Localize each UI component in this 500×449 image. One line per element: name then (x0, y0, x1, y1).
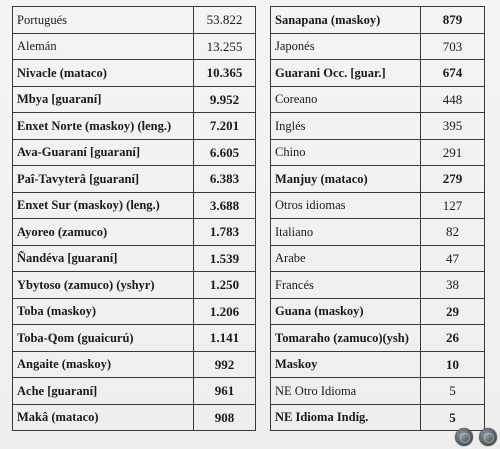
left-language-name: Enxet Norte (maskoy) (leng.) (13, 113, 194, 140)
right-language-name: Francés (271, 272, 421, 299)
table-row (13, 166, 256, 193)
left-speaker-count: 3.688 (194, 192, 256, 219)
table-row (271, 219, 485, 246)
left-speaker-count: 7.201 (194, 113, 256, 140)
right-speaker-count: 879 (421, 7, 485, 34)
table-row (13, 192, 256, 219)
left-language-name: Ache [guaraní] (13, 378, 194, 405)
right-language-name: Tomaraho (zamuco)(ysh) (271, 325, 421, 352)
left-speaker-count: 908 (194, 404, 256, 431)
table-row (13, 378, 256, 405)
table-row (271, 351, 485, 378)
right-language-name: Sanapana (maskoy) (271, 7, 421, 34)
table-row (271, 378, 485, 405)
right-language-name: NE Idioma Indíg. (271, 404, 421, 431)
left-speaker-count: 6.383 (194, 166, 256, 193)
left-language-name: Toba-Qom (guaicurú) (13, 325, 194, 352)
left-speaker-count: 1.250 (194, 272, 256, 299)
right-language-name: Chino (271, 139, 421, 166)
right-speaker-count: 29 (421, 298, 485, 325)
right-speaker-count: 127 (421, 192, 485, 219)
table-row (271, 33, 485, 60)
table-row (13, 219, 256, 246)
left-speaker-count: 1.141 (194, 325, 256, 352)
left-language-name: Angaite (maskoy) (13, 351, 194, 378)
left-speaker-count: 10.365 (194, 60, 256, 87)
table-row (271, 298, 485, 325)
right-language-name: Arabe (271, 245, 421, 272)
left-speaker-count: 9.952 (194, 86, 256, 113)
table-row (13, 245, 256, 272)
table-row (271, 272, 485, 299)
right-speaker-count: 291 (421, 139, 485, 166)
right-speaker-count: 5 (421, 404, 485, 431)
left-speaker-count: 13.255 (194, 33, 256, 60)
coin-icon (455, 428, 473, 446)
left-speaker-count: 53.822 (194, 7, 256, 34)
table-row (271, 7, 485, 34)
right-speaker-count: 10 (421, 351, 485, 378)
table-row (271, 86, 485, 113)
left-language-name: Paî-Tavyterâ [guaraní] (13, 166, 194, 193)
right-speaker-count: 38 (421, 272, 485, 299)
table-row (13, 7, 256, 34)
right-speaker-count: 47 (421, 245, 485, 272)
coin-icon (479, 428, 497, 446)
right-speaker-count: 703 (421, 33, 485, 60)
right-speaker-count: 448 (421, 86, 485, 113)
left-speaker-count: 1.206 (194, 298, 256, 325)
left-language-name: Portugués (13, 7, 194, 34)
left-speaker-count: 1.783 (194, 219, 256, 246)
table-row (13, 60, 256, 87)
left-speaker-count: 1.539 (194, 245, 256, 272)
right-speaker-count: 395 (421, 113, 485, 140)
left-language-name: Toba (maskoy) (13, 298, 194, 325)
left-language-name: Ava-Guaraní [guaraní] (13, 139, 194, 166)
table-row (13, 351, 256, 378)
table-row (13, 272, 256, 299)
right-language-name: Maskoy (271, 351, 421, 378)
table-row (13, 33, 256, 60)
left-language-name: Mbya [guaraní] (13, 86, 194, 113)
language-table-right-body (271, 7, 485, 431)
left-language-name: Nivacle (mataco) (13, 60, 194, 87)
right-speaker-count: 82 (421, 219, 485, 246)
right-language-name: Coreano (271, 86, 421, 113)
left-language-name: Enxet Sur (maskoy) (leng.) (13, 192, 194, 219)
left-language-name: Ayoreo (zamuco) (13, 219, 194, 246)
language-table-left (12, 6, 256, 431)
right-language-name: Manjuy (mataco) (271, 166, 421, 193)
table-row (13, 298, 256, 325)
table-row (13, 139, 256, 166)
table-row (271, 60, 485, 87)
language-table-left-body (13, 7, 256, 431)
left-language-name: Ybytoso (zamuco) (yshyr) (13, 272, 194, 299)
table-row (271, 192, 485, 219)
table-row (271, 166, 485, 193)
right-speaker-count: 26 (421, 325, 485, 352)
table-row (13, 404, 256, 431)
right-language-name: Guana (maskoy) (271, 298, 421, 325)
left-speaker-count: 6.605 (194, 139, 256, 166)
right-language-name: Japonés (271, 33, 421, 60)
left-language-name: Ñandéva [guaraní] (13, 245, 194, 272)
table-row (271, 113, 485, 140)
right-language-name: Guarani Occ. [guar.] (271, 60, 421, 87)
left-speaker-count: 961 (194, 378, 256, 405)
table-row (271, 404, 485, 431)
right-speaker-count: 279 (421, 166, 485, 193)
table-row (13, 113, 256, 140)
language-table-right (270, 6, 485, 431)
right-language-name: Otros idiomas (271, 192, 421, 219)
left-language-name: Alemán (13, 33, 194, 60)
right-language-name: Italiano (271, 219, 421, 246)
right-language-name: NE Otro Idioma (271, 378, 421, 405)
left-speaker-count: 992 (194, 351, 256, 378)
right-speaker-count: 5 (421, 378, 485, 405)
table-row (13, 86, 256, 113)
left-language-name: Makâ (mataco) (13, 404, 194, 431)
table-row (271, 139, 485, 166)
table-row (271, 245, 485, 272)
table-row (271, 325, 485, 352)
table-row (13, 325, 256, 352)
right-speaker-count: 674 (421, 60, 485, 87)
right-language-name: Inglés (271, 113, 421, 140)
